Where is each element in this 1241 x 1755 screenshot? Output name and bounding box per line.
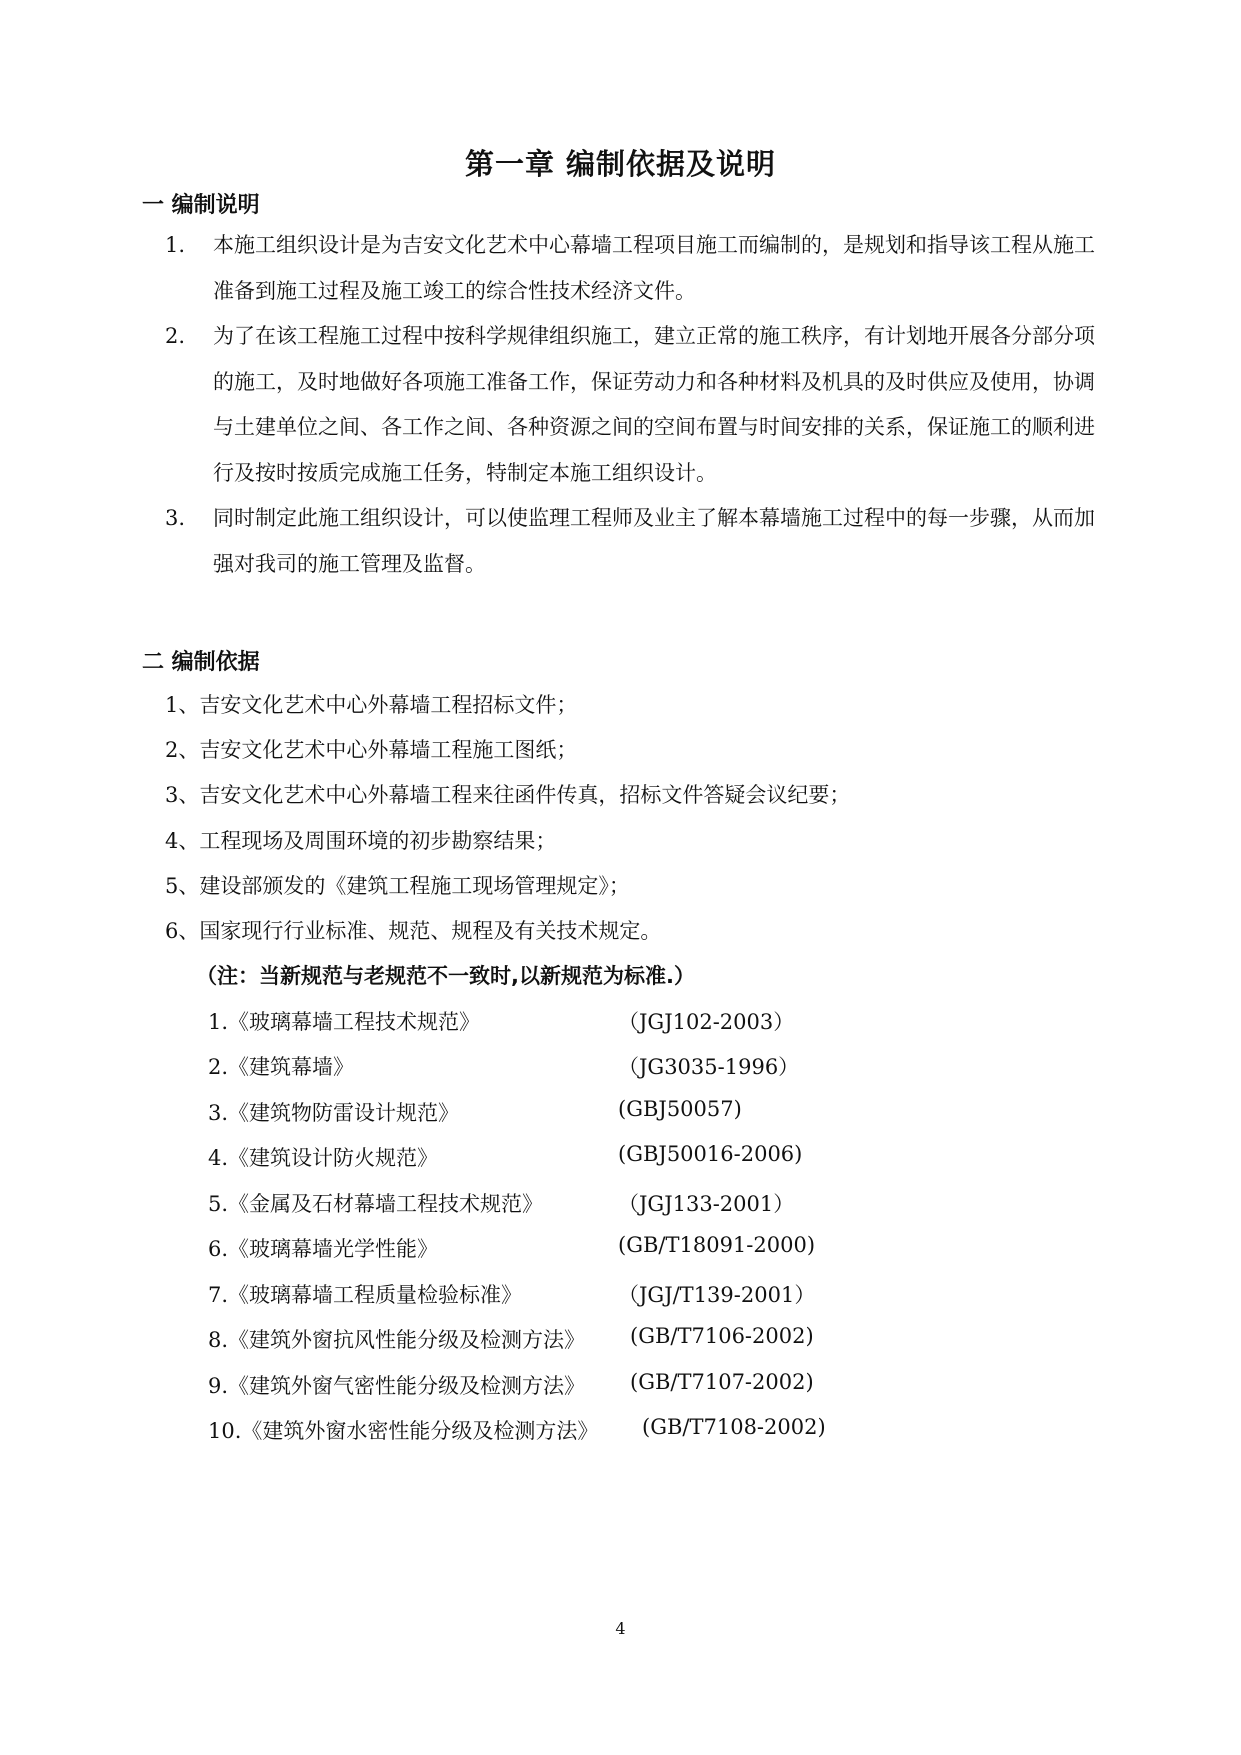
standard-name: 《建筑外窗水密性能分级及检测方法》 xyxy=(241,1419,599,1443)
paragraph-1 xyxy=(165,223,1105,314)
standard-row xyxy=(208,1188,795,1218)
basis-item: 5、建设部颁发的《建筑工程施工现场管理规定》； xyxy=(165,874,630,898)
standard-code: （JGJ/T139-2001） xyxy=(618,1283,816,1307)
standard-number: 2. xyxy=(208,1055,229,1079)
standard-number: 10. xyxy=(208,1419,242,1443)
paragraph-2 xyxy=(165,314,1105,496)
standard-row xyxy=(208,1142,803,1172)
standard-row xyxy=(208,1279,816,1309)
standard-number: 1. xyxy=(208,1010,229,1034)
standard-number: 4. xyxy=(208,1146,229,1170)
standard-number: 5. xyxy=(208,1192,229,1216)
paragraph-number: 3. xyxy=(165,506,186,530)
standard-name: 《金属及石材幕墙工程技术规范》 xyxy=(228,1192,544,1216)
basis-item: 3、吉安文化艺术中心外幕墙工程来往函件传真，招标文件答疑会议纪要； xyxy=(165,783,851,807)
standard-code: (GB/T7106-2002) xyxy=(630,1324,814,1348)
standard-code: （JGJ102-2003） xyxy=(618,1010,795,1034)
standard-name: 《建筑物防雷设计规范》 xyxy=(228,1101,460,1125)
standard-code: (GBJ50016-2006) xyxy=(618,1142,803,1166)
standard-code: (GB/T7108-2002) xyxy=(642,1415,826,1439)
section-heading-basis: 二 编制依据 xyxy=(142,650,260,675)
chapter-title: 第一章 编制依据及说明 xyxy=(464,147,777,181)
standard-number: 6. xyxy=(208,1237,229,1261)
basis-item: 1、吉安文化艺术中心外幕墙工程招标文件； xyxy=(165,693,578,717)
standard-name: 《建筑设计防火规范》 xyxy=(228,1146,439,1170)
standard-row xyxy=(208,1097,742,1127)
paragraph-text: 同时制定此施工组织设计，可以使监理工程师及业主了解本幕墙施工过程中的每一步骤，从而加强对我司的施工管理及监督。 xyxy=(213,506,1095,576)
standard-row xyxy=(208,1370,814,1400)
standard-name: 《建筑幕墙》 xyxy=(228,1055,355,1079)
paragraph-text: 本施工组织设计是为吉安文化艺术中心幕墙工程项目施工而编制的，是规划和指导该工程从施工准备到施工过程及施工竣工的综合性技术经济文件。 xyxy=(213,233,1095,303)
standard-code: （JG3035-1996） xyxy=(618,1055,800,1079)
standard-number: 7. xyxy=(208,1283,229,1307)
standard-row xyxy=(208,1051,800,1081)
standard-number: 3. xyxy=(208,1101,229,1125)
standard-number: 9. xyxy=(208,1374,229,1398)
paragraph-text: 为了在该工程施工过程中按科学规律组织施工，建立正常的施工秩序，有计划地开展各分部分项的施工，及时地做好各项施工准备工作，保证劳动力和各种材料及机具的及时供应及使用，协调与土建单位之间、各工作之间、各种资源之间的空间布置与时间安排的关系，保证施工的顺利进行及按时按质完成施工任务，特制定本施工组织设计。 xyxy=(213,324,1095,485)
basis-item: 4、工程现场及周围环境的初步勘察结果； xyxy=(165,829,557,853)
standard-code: (GBJ50057) xyxy=(618,1097,742,1121)
standard-name: 《建筑外窗气密性能分级及检测方法》 xyxy=(228,1374,586,1398)
standard-row xyxy=(208,1415,826,1445)
page-number: 4 xyxy=(615,1619,626,1638)
standard-code: (GB/T7107-2002) xyxy=(630,1370,814,1394)
standard-code: (GB/T18091-2000) xyxy=(618,1233,816,1257)
standard-name: 《玻璃幕墙工程技术规范》 xyxy=(228,1010,481,1034)
standards-note: （注：当新规范与老规范不一致时,以新规范为标准.） xyxy=(196,964,695,988)
standard-row xyxy=(208,1233,816,1263)
section-heading-explanation: 一 编制说明 xyxy=(142,193,260,218)
paragraph-3 xyxy=(165,496,1105,587)
paragraph-number: 2. xyxy=(165,324,186,348)
standard-row xyxy=(208,1324,814,1354)
standard-name: 《玻璃幕墙光学性能》 xyxy=(228,1237,439,1261)
paragraph-number: 1. xyxy=(165,233,186,257)
standard-name: 《建筑外窗抗风性能分级及检测方法》 xyxy=(228,1328,586,1352)
standard-name: 《玻璃幕墙工程质量检验标准》 xyxy=(228,1283,523,1307)
standard-row xyxy=(208,1006,795,1036)
standard-code: （JGJ133-2001） xyxy=(618,1192,795,1216)
basis-item: 2、吉安文化艺术中心外幕墙工程施工图纸； xyxy=(165,738,578,762)
basis-item: 6、国家现行行业标准、规范、规程及有关技术规定。 xyxy=(165,919,662,943)
standard-number: 8. xyxy=(208,1328,229,1352)
